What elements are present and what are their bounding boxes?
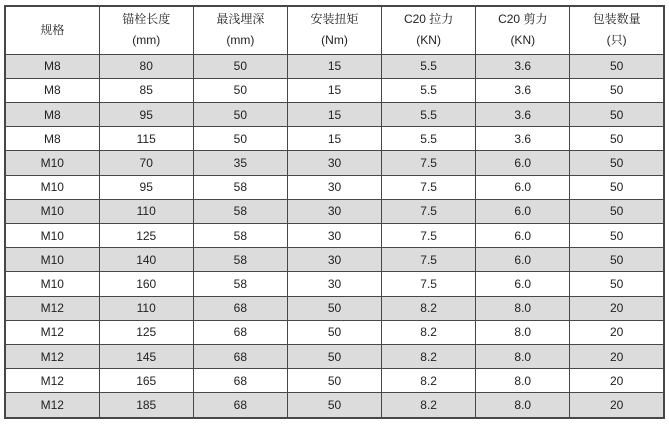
table-cell: 7.5 bbox=[382, 248, 476, 272]
table-cell: 15 bbox=[287, 78, 381, 102]
table-cell: 8.0 bbox=[476, 320, 570, 344]
table-cell: 8.0 bbox=[476, 369, 570, 393]
table-cell: 6.0 bbox=[476, 151, 570, 175]
table-cell: 58 bbox=[193, 272, 287, 296]
table-cell: 3.6 bbox=[476, 54, 570, 78]
col-header-title: C20 剪力 bbox=[498, 12, 548, 27]
table-cell: 3.6 bbox=[476, 102, 570, 126]
table-cell: 50 bbox=[570, 127, 664, 151]
table-cell: 50 bbox=[287, 296, 381, 320]
table-cell: 8.2 bbox=[382, 369, 476, 393]
table-cell: 8.0 bbox=[476, 393, 570, 418]
table-cell: 5.5 bbox=[382, 54, 476, 78]
table-cell: 50 bbox=[570, 199, 664, 223]
table-cell: 6.0 bbox=[476, 272, 570, 296]
table-cell: M8 bbox=[5, 54, 99, 78]
table-cell: 7.5 bbox=[382, 175, 476, 199]
table-header bbox=[5, 6, 664, 54]
table-cell: 50 bbox=[570, 248, 664, 272]
table-cell: 160 bbox=[99, 272, 193, 296]
table-cell: 115 bbox=[99, 127, 193, 151]
table-cell: 50 bbox=[287, 344, 381, 368]
table-cell: 30 bbox=[287, 248, 381, 272]
table-cell: 50 bbox=[193, 78, 287, 102]
table-cell: 35 bbox=[193, 151, 287, 175]
table-row bbox=[5, 248, 664, 272]
table-cell: 50 bbox=[570, 175, 664, 199]
table-cell: 20 bbox=[570, 369, 664, 393]
table-cell: 68 bbox=[193, 344, 287, 368]
table-cell: 20 bbox=[570, 344, 664, 368]
table-cell: 50 bbox=[570, 223, 664, 247]
table-cell: 15 bbox=[287, 54, 381, 78]
table-row bbox=[5, 151, 664, 175]
table-row bbox=[5, 175, 664, 199]
table-cell: 6.0 bbox=[476, 175, 570, 199]
table-cell: 8.2 bbox=[382, 393, 476, 418]
table-cell: 185 bbox=[99, 393, 193, 418]
col-header-unit: (mm) bbox=[226, 33, 255, 48]
table-cell: 30 bbox=[287, 175, 381, 199]
col-header-unit: (KN) bbox=[510, 33, 536, 48]
table-cell: 7.5 bbox=[382, 199, 476, 223]
col-header-title: 包装数量 bbox=[592, 12, 641, 27]
table-cell: M10 bbox=[5, 151, 99, 175]
table-cell: 30 bbox=[287, 151, 381, 175]
table-cell: 30 bbox=[287, 272, 381, 296]
table-cell: 68 bbox=[193, 320, 287, 344]
table-cell: 15 bbox=[287, 127, 381, 151]
table-cell: M10 bbox=[5, 199, 99, 223]
table-cell: M10 bbox=[5, 223, 99, 247]
table-cell: 58 bbox=[193, 175, 287, 199]
table-cell: 58 bbox=[193, 223, 287, 247]
table-row bbox=[5, 344, 664, 368]
table-cell: M8 bbox=[5, 102, 99, 126]
table-cell: 8.0 bbox=[476, 296, 570, 320]
table-row bbox=[5, 102, 664, 126]
col-header-unit: (只) bbox=[606, 33, 627, 48]
table-cell: 8.0 bbox=[476, 344, 570, 368]
col-header-title: 安装扭矩 bbox=[310, 12, 359, 27]
table-cell: M12 bbox=[5, 296, 99, 320]
col-header-c20-tension bbox=[382, 6, 476, 54]
table-cell: 110 bbox=[99, 199, 193, 223]
table-cell: 6.0 bbox=[476, 199, 570, 223]
table-cell: 50 bbox=[193, 102, 287, 126]
table-cell: M10 bbox=[5, 272, 99, 296]
table-cell: 50 bbox=[287, 393, 381, 418]
table-cell: 125 bbox=[99, 223, 193, 247]
table-cell: M10 bbox=[5, 248, 99, 272]
table-cell: 6.0 bbox=[476, 223, 570, 247]
table-cell: 20 bbox=[570, 296, 664, 320]
table-cell: 3.6 bbox=[476, 127, 570, 151]
table-cell: 80 bbox=[99, 54, 193, 78]
anchor-spec-table bbox=[4, 5, 665, 419]
table-cell: 3.6 bbox=[476, 78, 570, 102]
table-cell: 5.5 bbox=[382, 78, 476, 102]
col-header-unit: (mm) bbox=[132, 33, 161, 48]
col-header-anchor-length bbox=[99, 6, 193, 54]
table-body bbox=[5, 54, 664, 418]
table-cell: 20 bbox=[570, 393, 664, 418]
table-cell: 50 bbox=[570, 78, 664, 102]
table-cell: M12 bbox=[5, 393, 99, 418]
table-cell: 95 bbox=[99, 175, 193, 199]
table-cell: 110 bbox=[99, 296, 193, 320]
table-cell: 125 bbox=[99, 320, 193, 344]
table-cell: 30 bbox=[287, 223, 381, 247]
table-cell: 145 bbox=[99, 344, 193, 368]
col-header-c20-shear bbox=[476, 6, 570, 54]
table-cell: 50 bbox=[193, 54, 287, 78]
table-cell: 68 bbox=[193, 393, 287, 418]
table-row bbox=[5, 296, 664, 320]
col-header-title: 规格 bbox=[40, 22, 65, 37]
anchor-spec-table-container bbox=[4, 5, 665, 419]
table-cell: 68 bbox=[193, 369, 287, 393]
col-header-unit: (KN) bbox=[416, 33, 441, 48]
table-cell: M12 bbox=[5, 320, 99, 344]
table-cell: 7.5 bbox=[382, 223, 476, 247]
table-cell: 20 bbox=[570, 320, 664, 344]
table-cell: 15 bbox=[287, 102, 381, 126]
table-cell: M12 bbox=[5, 344, 99, 368]
col-header-spec bbox=[5, 6, 99, 54]
table-cell: M10 bbox=[5, 175, 99, 199]
table-row bbox=[5, 127, 664, 151]
table-row bbox=[5, 78, 664, 102]
header-row bbox=[5, 6, 664, 54]
table-row bbox=[5, 272, 664, 296]
col-header-min-embed-depth bbox=[193, 6, 287, 54]
table-cell: 7.5 bbox=[382, 151, 476, 175]
table-cell: 50 bbox=[193, 127, 287, 151]
table-cell: 95 bbox=[99, 102, 193, 126]
table-cell: 8.2 bbox=[382, 296, 476, 320]
table-row bbox=[5, 54, 664, 78]
table-row bbox=[5, 223, 664, 247]
col-header-package-qty bbox=[570, 6, 664, 54]
table-cell: 50 bbox=[570, 54, 664, 78]
table-cell: 165 bbox=[99, 369, 193, 393]
table-cell: M12 bbox=[5, 369, 99, 393]
table-cell: 7.5 bbox=[382, 272, 476, 296]
col-header-title: C20 拉力 bbox=[403, 12, 454, 27]
table-cell: 50 bbox=[287, 369, 381, 393]
table-cell: 140 bbox=[99, 248, 193, 272]
table-cell: 85 bbox=[99, 78, 193, 102]
table-cell: 6.0 bbox=[476, 248, 570, 272]
table-row bbox=[5, 393, 664, 418]
col-header-unit: (Nm) bbox=[321, 33, 348, 48]
table-cell: 50 bbox=[570, 151, 664, 175]
table-cell: 58 bbox=[193, 199, 287, 223]
table-cell: M8 bbox=[5, 127, 99, 151]
table-row bbox=[5, 320, 664, 344]
table-cell: M8 bbox=[5, 78, 99, 102]
table-cell: 68 bbox=[193, 296, 287, 320]
col-header-install-torque bbox=[287, 6, 381, 54]
table-cell: 50 bbox=[570, 272, 664, 296]
table-cell: 30 bbox=[287, 199, 381, 223]
table-row bbox=[5, 369, 664, 393]
table-cell: 58 bbox=[193, 248, 287, 272]
table-cell: 50 bbox=[570, 102, 664, 126]
table-cell: 8.2 bbox=[382, 320, 476, 344]
table-row bbox=[5, 199, 664, 223]
col-header-title: 最浅埋深 bbox=[216, 12, 265, 27]
table-cell: 50 bbox=[287, 320, 381, 344]
table-cell: 5.5 bbox=[382, 102, 476, 126]
col-header-title: 锚栓长度 bbox=[122, 12, 171, 27]
table-cell: 5.5 bbox=[382, 127, 476, 151]
table-cell: 70 bbox=[99, 151, 193, 175]
table-cell: 8.2 bbox=[382, 344, 476, 368]
